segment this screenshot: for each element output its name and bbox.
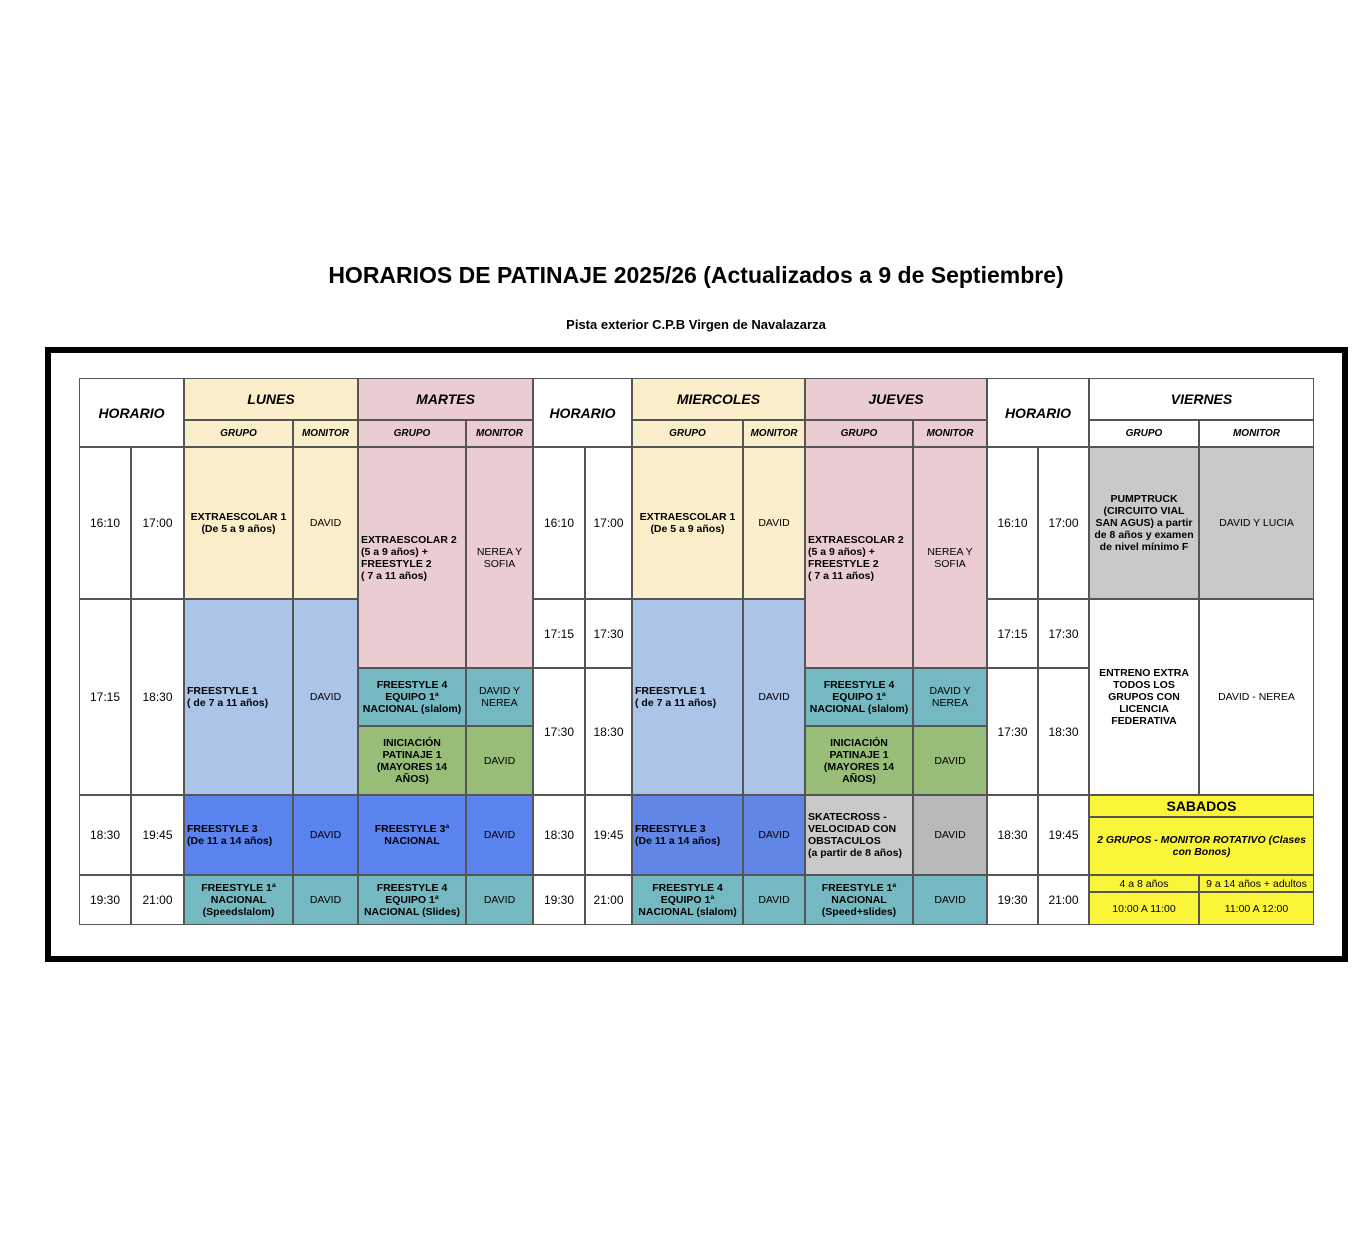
schedule-cell: 17:15 <box>987 599 1038 668</box>
schedule-cell: 17:15 <box>79 599 131 795</box>
schedule-cell: DAVID <box>743 795 805 875</box>
schedule-cell: DAVID <box>913 795 987 875</box>
schedule-cell: VIERNES <box>1089 378 1314 420</box>
schedule-cell: 17:00 <box>585 447 632 599</box>
schedule-cell: SKATECROSS - VELOCIDAD CON OBSTACULOS (a partir de 8 años) <box>805 795 913 875</box>
schedule-cell: LUNES <box>184 378 358 420</box>
schedule-cell: 19:45 <box>585 795 632 875</box>
schedule-cell: MONITOR <box>293 420 358 447</box>
schedule-cell: 17:30 <box>533 668 585 795</box>
schedule-cell: 21:00 <box>585 875 632 925</box>
schedule-cell: DAVID <box>293 447 358 599</box>
schedule-cell: FREESTYLE 4 EQUIPO 1ª NACIONAL (Slides) <box>358 875 466 925</box>
schedule-cell: 21:00 <box>1038 875 1089 925</box>
schedule-cell: DAVID <box>743 875 805 925</box>
schedule-cell: 16:10 <box>533 447 585 599</box>
schedule-cell: EXTRAESCOLAR 2 (5 a 9 años) + FREESTYLE 2 ( 7 a 11 años) <box>805 447 913 668</box>
schedule-cell: 10:00 A 11:00 <box>1089 892 1199 925</box>
schedule-cell: INICIACIÓN PATINAJE 1 (MAYORES 14 AÑOS) <box>358 726 466 795</box>
schedule-cell: DAVID Y NEREA <box>913 668 987 726</box>
schedule-cell: 18:30 <box>79 795 131 875</box>
schedule-cell: DAVID - NEREA <box>1199 599 1314 795</box>
schedule-cell: NEREA Y SOFIA <box>913 447 987 668</box>
schedule-cell: GRUPO <box>184 420 293 447</box>
schedule-cell: DAVID <box>466 795 533 875</box>
schedule-cell: 17:00 <box>131 447 184 599</box>
schedule-cell: 4 a 8 años <box>1089 875 1199 892</box>
schedule-cell: INICIACIÓN PATINAJE 1 (MAYORES 14 AÑOS) <box>805 726 913 795</box>
schedule-cell: EXTRAESCOLAR 1 (De 5 a 9 años) <box>632 447 743 599</box>
schedule-cell: 17:15 <box>533 599 585 668</box>
schedule-cell: HORARIO <box>79 378 184 447</box>
schedule-cell: 18:30 <box>585 668 632 795</box>
schedule-cell: FREESTYLE 1ª NACIONAL (Speed+slides) <box>805 875 913 925</box>
schedule-cell: 9 a 14 años + adultos <box>1199 875 1314 892</box>
schedule-cell: FREESTYLE 4 EQUIPO 1ª NACIONAL (slalom) <box>632 875 743 925</box>
schedule-cell: 11:00 A 12:00 <box>1199 892 1314 925</box>
schedule-cell: 2 GRUPOS - MONITOR ROTATIVO (Clases con Bonos) <box>1089 817 1314 875</box>
schedule-cell: MONITOR <box>1199 420 1314 447</box>
schedule-cell: 19:30 <box>533 875 585 925</box>
schedule-cell: HORARIO <box>533 378 632 447</box>
schedule-cell: 18:30 <box>131 599 184 795</box>
schedule-cell: 21:00 <box>131 875 184 925</box>
schedule-cell: EXTRAESCOLAR 1 (De 5 a 9 años) <box>184 447 293 599</box>
schedule-cell: MONITOR <box>913 420 987 447</box>
schedule-cell: DAVID <box>743 447 805 599</box>
schedule-cell: 19:30 <box>79 875 131 925</box>
schedule-cell: FREESTYLE 3 (De 11 a 14 años) <box>184 795 293 875</box>
schedule-cell: DAVID <box>913 875 987 925</box>
schedule-cell: GRUPO <box>1089 420 1199 447</box>
schedule-cell: 17:30 <box>1038 599 1089 668</box>
schedule-cell: FREESTYLE 1 ( de 7 a 11 años) <box>184 599 293 795</box>
schedule-cell: EXTRAESCOLAR 2 (5 a 9 años) + FREESTYLE 2 ( 7 a 11 años) <box>358 447 466 668</box>
schedule-cell: DAVID <box>466 726 533 795</box>
schedule-cell: DAVID <box>293 599 358 795</box>
schedule-cell: DAVID <box>913 726 987 795</box>
schedule-cell: FREESTYLE 4 EQUIPO 1ª NACIONAL (slalom) <box>358 668 466 726</box>
schedule-cell: GRUPO <box>632 420 743 447</box>
schedule-cell: 18:30 <box>1038 668 1089 795</box>
schedule-cell: GRUPO <box>358 420 466 447</box>
schedule-cell: MIERCOLES <box>632 378 805 420</box>
schedule-cell: 19:45 <box>1038 795 1089 875</box>
schedule-cell: 17:30 <box>987 668 1038 795</box>
schedule-cell: ENTRENO EXTRA TODOS LOS GRUPOS CON LICENCIA FEDERATIVA <box>1089 599 1199 795</box>
schedule-cell: NEREA Y SOFIA <box>466 447 533 668</box>
schedule-cell: 19:30 <box>987 875 1038 925</box>
schedule-cell: SABADOS <box>1089 795 1314 817</box>
schedule-cell: 19:45 <box>131 795 184 875</box>
schedule-cell: FREESTYLE 1ª NACIONAL (Speedslalom) <box>184 875 293 925</box>
schedule-cell: DAVID Y NEREA <box>466 668 533 726</box>
schedule-cell: 16:10 <box>987 447 1038 599</box>
schedule-cell: PUMPTRUCK (CIRCUITO VIAL SAN AGUS) a partir de 8 años y examen de nivel mínimo F <box>1089 447 1199 599</box>
schedule-cell: DAVID <box>293 795 358 875</box>
schedule-cell: MONITOR <box>743 420 805 447</box>
page-title: HORARIOS DE PATINAJE 2025/26 (Actualizados a 9 de Septiembre) <box>328 262 1064 288</box>
schedule-cell: FREESTYLE 3 (De 11 a 14 años) <box>632 795 743 875</box>
schedule-cell: GRUPO <box>805 420 913 447</box>
schedule-cell: 18:30 <box>987 795 1038 875</box>
schedule-cell: 18:30 <box>533 795 585 875</box>
schedule-cell: DAVID <box>466 875 533 925</box>
schedule-cell: MARTES <box>358 378 533 420</box>
schedule-cell: JUEVES <box>805 378 987 420</box>
schedule-cell: FREESTYLE 3ª NACIONAL <box>358 795 466 875</box>
schedule-cell: 16:10 <box>79 447 131 599</box>
schedule-cell: DAVID Y LUCIA <box>1199 447 1314 599</box>
schedule-cell: FREESTYLE 1 ( de 7 a 11 años) <box>632 599 743 795</box>
schedule-cell: FREESTYLE 4 EQUIPO 1ª NACIONAL (slalom) <box>805 668 913 726</box>
schedule-cell: 17:00 <box>1038 447 1089 599</box>
schedule-cell: HORARIO <box>987 378 1089 447</box>
schedule-cell: DAVID <box>293 875 358 925</box>
schedule-cell: 17:30 <box>585 599 632 668</box>
schedule-cell: DAVID <box>743 599 805 795</box>
page-subtitle: Pista exterior C.P.B Virgen de Navalazarza <box>566 317 826 332</box>
schedule-cell: MONITOR <box>466 420 533 447</box>
